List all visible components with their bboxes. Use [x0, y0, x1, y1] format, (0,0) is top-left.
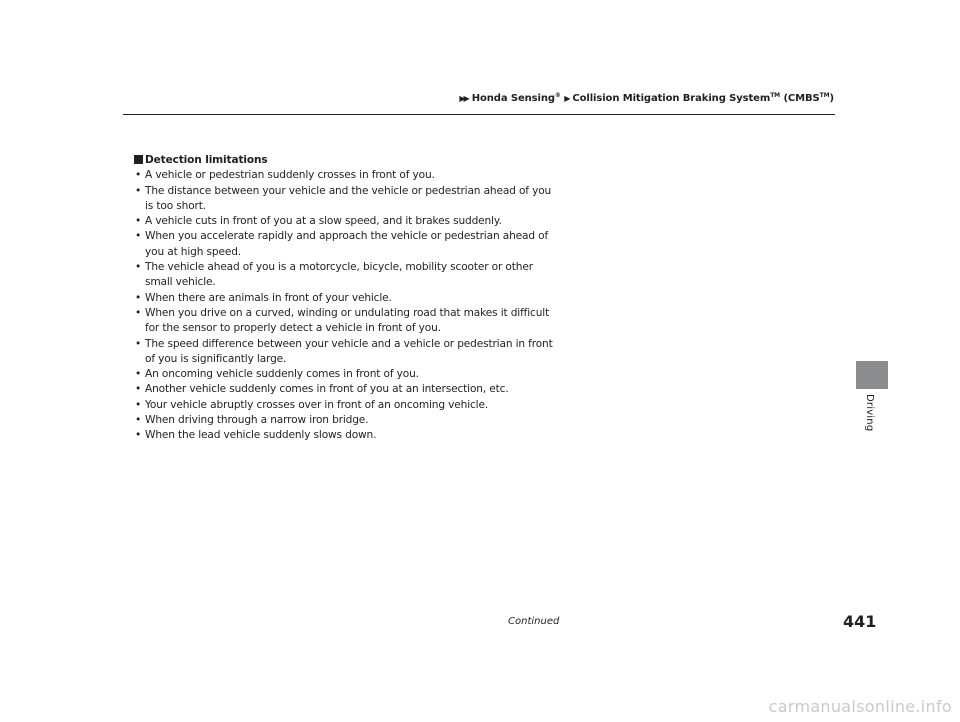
bullet-dot-icon: •	[135, 429, 142, 442]
limitations-list	[134, 168, 559, 443]
bullet-dot-icon: •	[135, 184, 142, 197]
header-divider	[123, 114, 835, 115]
registered-mark: ®	[554, 92, 561, 99]
list-item	[134, 367, 559, 382]
continued-label: Continued	[508, 616, 560, 627]
section-heading	[134, 153, 559, 168]
list-item	[134, 184, 559, 215]
bullet-dot-icon: •	[135, 230, 142, 243]
bullet-dot-icon: •	[135, 306, 142, 319]
bullet-dot-icon: •	[135, 398, 142, 411]
list-item	[134, 428, 559, 443]
list-item-text: Another vehicle suddenly comes in front of you at an intersection, etc.	[145, 383, 509, 396]
arrow-icon: ▶	[564, 94, 569, 103]
list-item	[134, 168, 559, 183]
chapter-label: Driving	[864, 394, 875, 432]
list-item-text: The distance between your vehicle and the vehicle or pedestrian ahead of you is too short.	[145, 184, 552, 212]
trademark-mark: TM	[770, 92, 781, 99]
section-heading-text: Detection limitations	[145, 154, 268, 166]
double-arrow-icon: ▶▶	[459, 94, 468, 103]
list-item-text: When there are animals in front of your vehicle.	[145, 291, 392, 304]
breadcrumb-item-cmbs: Collision Mitigation Braking System	[572, 93, 771, 104]
bullet-dot-icon: •	[135, 414, 142, 427]
list-item	[134, 382, 559, 397]
breadcrumb-item-honda-sensing: Honda Sensing	[471, 93, 555, 104]
list-item	[134, 398, 559, 413]
bullet-dot-icon: •	[135, 383, 142, 396]
list-item-text: A vehicle or pedestrian suddenly crosses in front of you.	[145, 169, 435, 182]
list-item-text: When driving through a narrow iron bridge.	[145, 414, 369, 427]
square-bullet-icon	[134, 155, 143, 164]
list-item-text: The vehicle ahead of you is a motorcycle, bicycle, mobility scooter or other small vehicle.	[145, 261, 533, 289]
breadcrumb	[459, 92, 834, 104]
main-content	[134, 153, 559, 444]
list-item	[134, 306, 559, 337]
chapter-tab	[856, 361, 888, 389]
bullet-dot-icon: •	[135, 337, 142, 350]
bullet-dot-icon: •	[135, 261, 142, 274]
watermark: carmanualsonline.info	[768, 697, 952, 716]
bullet-dot-icon: •	[135, 291, 142, 304]
bullet-dot-icon: •	[135, 215, 142, 228]
bullet-dot-icon: •	[135, 368, 142, 381]
list-item-text: An oncoming vehicle suddenly comes in front of you.	[145, 368, 419, 381]
list-item-text: When the lead vehicle suddenly slows down.	[145, 429, 377, 442]
list-item	[134, 229, 559, 260]
bullet-dot-icon: •	[135, 169, 142, 182]
list-item-text: Your vehicle abruptly crosses over in front of an oncoming vehicle.	[145, 398, 489, 411]
list-item	[134, 413, 559, 428]
page-number: 441	[843, 612, 877, 631]
breadcrumb-abbrev-open: (CMBS	[780, 93, 820, 104]
list-item-text: When you drive on a curved, winding or undulating road that makes it difficult for the sensor to properly detect a vehicle in front of you.	[145, 306, 550, 335]
breadcrumb-abbrev-close: )	[829, 93, 834, 104]
list-item-text: A vehicle cuts in front of you at a slow speed, and it brakes suddenly.	[145, 215, 502, 228]
list-item	[134, 260, 559, 291]
list-item	[134, 337, 559, 368]
trademark-mark: TM	[819, 92, 830, 99]
list-item	[134, 214, 559, 229]
list-item-text: The speed difference between your vehicle and a vehicle or pedestrian in front of you is significantly large.	[145, 337, 553, 365]
list-item	[134, 291, 559, 306]
list-item-text: When you accelerate rapidly and approach the vehicle or pedestrian ahead of you at high speed.	[145, 230, 549, 258]
